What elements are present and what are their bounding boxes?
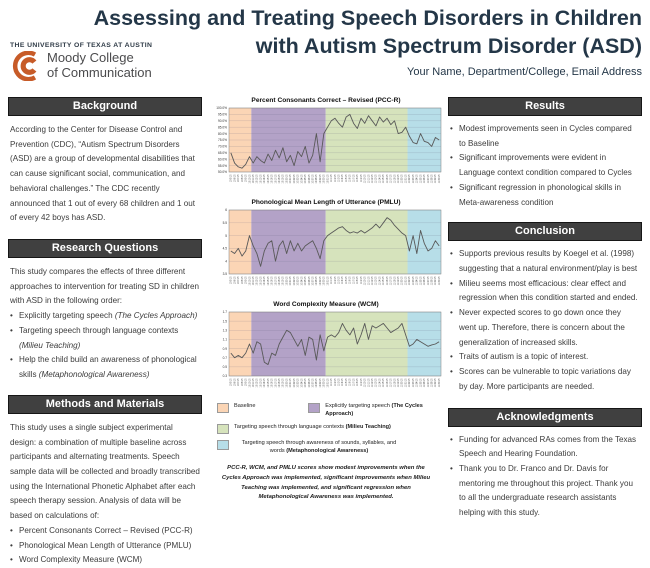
bullet-item: • Traits of autism is a topic of interest.: [450, 352, 589, 362]
pmlu-chart-title: Phonological Mean Length of Utterance (PMLU): [251, 199, 401, 206]
svg-text:11/30/15: 11/30/15: [438, 378, 441, 388]
svg-text:11/10/15: 11/10/15: [364, 174, 367, 184]
svg-text:11/19/15: 11/19/15: [398, 378, 401, 388]
pmlu-line-chart: [207, 207, 445, 297]
svg-text:10/23/15: 10/23/15: [297, 378, 300, 388]
svg-text:11/27/15: 11/27/15: [427, 276, 430, 286]
svg-text:10/8/15: 10/8/15: [241, 378, 244, 387]
svg-text:10/30/15: 10/30/15: [323, 276, 326, 286]
svg-text:85.0%: 85.0%: [217, 125, 227, 130]
svg-text:11/22/15: 11/22/15: [409, 276, 412, 286]
svg-text:10/12/15: 10/12/15: [256, 276, 259, 286]
svg-text:10/19/15: 10/19/15: [282, 276, 285, 286]
svg-text:10/8/15: 10/8/15: [241, 174, 244, 183]
svg-text:11/15/15: 11/15/15: [383, 174, 386, 184]
bullet-item: • Milieu seems most efficacious: clear effect and regression when this condition started and ended.: [450, 278, 638, 303]
svg-text:11/8/15: 11/8/15: [357, 378, 360, 386]
svg-text:10/18/15: 10/18/15: [279, 174, 282, 184]
svg-text:11/17/15: 11/17/15: [390, 378, 393, 388]
author-byline: Your Name, Department/College, Email Address: [407, 65, 642, 78]
svg-text:11/7/15: 11/7/15: [353, 378, 356, 386]
svg-text:11/2/15: 11/2/15: [334, 174, 337, 182]
svg-text:11/3/15: 11/3/15: [338, 378, 341, 386]
svg-text:10/28/15: 10/28/15: [316, 174, 319, 184]
legend-item: [217, 403, 308, 413]
svg-text:10/15/15: 10/15/15: [267, 378, 270, 388]
svg-text:10/25/15: 10/25/15: [305, 174, 308, 184]
bullet-item: • Percent Consonants Correct – Revised (PCC-R): [10, 525, 193, 535]
svg-text:0.7: 0.7: [222, 355, 227, 360]
svg-text:10/6/15: 10/6/15: [234, 276, 237, 285]
bullet-item: • Supports previous results by Koegel et al. (1998) suggesting that a natural environment/play is best: [450, 249, 638, 274]
svg-text:10/21/15: 10/21/15: [290, 276, 293, 286]
legend-swatch: [217, 440, 229, 450]
svg-text:10/27/15: 10/27/15: [312, 378, 315, 388]
legend-row: [217, 424, 445, 434]
svg-text:10/9/15: 10/9/15: [245, 174, 248, 183]
svg-text:11/14/15: 11/14/15: [379, 174, 382, 184]
svg-text:10/16/15: 10/16/15: [271, 276, 274, 286]
svg-text:11/6/15: 11/6/15: [349, 174, 352, 182]
legend-label: Targeting speech through language contexts (Milieu Teaching): [234, 424, 391, 431]
figure-legend: [207, 403, 445, 455]
section-header-acknowledgments: Acknowledgments: [448, 408, 642, 427]
svg-text:10/20/15: 10/20/15: [286, 174, 289, 184]
results-list: [448, 122, 642, 210]
svg-text:10/29/15: 10/29/15: [319, 378, 322, 388]
svg-text:11/28/15: 11/28/15: [431, 378, 434, 388]
svg-text:10/26/15: 10/26/15: [308, 378, 311, 388]
bullet-item: • Help the child build an awareness of phonological skills (Metaphonological Awareness): [10, 355, 197, 380]
svg-text:10/7/15: 10/7/15: [238, 378, 241, 387]
svg-text:10/15/15: 10/15/15: [267, 276, 270, 286]
svg-text:11/20/15: 11/20/15: [401, 276, 404, 286]
svg-text:10/16/15: 10/16/15: [271, 174, 274, 184]
svg-text:10/26/15: 10/26/15: [308, 174, 311, 184]
svg-text:11/28/15: 11/28/15: [431, 276, 434, 286]
svg-text:10/12/15: 10/12/15: [256, 174, 259, 184]
pccr-chart-block: [207, 97, 445, 195]
svg-text:10/31/15: 10/31/15: [327, 276, 330, 286]
bullet-item: • Phonological Mean Length of Utterance (PMLU): [10, 540, 192, 550]
svg-text:1.5: 1.5: [222, 319, 227, 324]
svg-text:11/5/15: 11/5/15: [345, 378, 348, 386]
svg-text:10/13/15: 10/13/15: [260, 174, 263, 184]
svg-text:10/17/15: 10/17/15: [275, 378, 278, 388]
svg-text:11/29/15: 11/29/15: [435, 276, 438, 286]
svg-text:10/29/15: 10/29/15: [319, 276, 322, 286]
svg-text:100.0%: 100.0%: [216, 106, 227, 111]
svg-text:11/26/15: 11/26/15: [424, 276, 427, 286]
svg-text:10/31/15: 10/31/15: [327, 378, 330, 388]
svg-text:10/11/15: 10/11/15: [252, 378, 255, 388]
svg-text:11/6/15: 11/6/15: [349, 276, 352, 284]
svg-text:10/24/15: 10/24/15: [301, 174, 304, 184]
svg-text:10/13/15: 10/13/15: [260, 378, 263, 388]
svg-text:10/28/15: 10/28/15: [316, 276, 319, 286]
svg-text:11/16/15: 11/16/15: [386, 276, 389, 286]
svg-text:11/16/15: 11/16/15: [386, 174, 389, 184]
methods-intro: This study uses a single subject experimental design: a combination of multiple baseline across participants and alternating treatments. Speech sample data will be collected and broadly transcribed using the International Phonetic Alphabet after each speech therapy session. Analysis of data will be based on calculations of:: [10, 422, 200, 521]
svg-text:10/20/15: 10/20/15: [286, 378, 289, 388]
svg-text:10/14/15: 10/14/15: [264, 378, 267, 388]
svg-text:10/27/15: 10/27/15: [312, 276, 315, 286]
svg-text:10/24/15: 10/24/15: [301, 378, 304, 388]
section-header-background: Background: [8, 97, 202, 116]
legend-item: [217, 440, 404, 455]
college-name: Moody College of Communication: [47, 50, 152, 80]
svg-text:11/21/15: 11/21/15: [405, 276, 408, 286]
svg-text:6: 6: [225, 208, 227, 213]
svg-text:11/28/15: 11/28/15: [431, 174, 434, 184]
svg-text:90.0%: 90.0%: [217, 119, 227, 123]
svg-text:10/29/15: 10/29/15: [319, 174, 322, 184]
svg-text:10/12/15: 10/12/15: [256, 378, 259, 388]
wcm-chart-block: [207, 301, 445, 399]
svg-text:4: 4: [225, 259, 227, 264]
svg-text:10/18/15: 10/18/15: [279, 276, 282, 286]
svg-text:10/5/15: 10/5/15: [230, 378, 233, 387]
svg-text:11/5/15: 11/5/15: [345, 174, 348, 182]
svg-text:11/12/15: 11/12/15: [371, 174, 374, 184]
svg-text:10/6/15: 10/6/15: [234, 378, 237, 387]
svg-text:11/3/15: 11/3/15: [338, 174, 341, 182]
svg-text:10/10/15: 10/10/15: [249, 378, 252, 388]
svg-text:10/8/15: 10/8/15: [241, 276, 244, 285]
svg-text:10/11/15: 10/11/15: [252, 174, 255, 184]
bullet-item: • Significant improvements were evident in Language context condition compared to Cycles: [450, 153, 632, 178]
svg-text:10/25/15: 10/25/15: [305, 378, 308, 388]
svg-text:10/5/15: 10/5/15: [230, 174, 233, 183]
pmlu-chart-block: [207, 199, 445, 297]
svg-text:10/23/15: 10/23/15: [297, 174, 300, 184]
svg-text:3.5: 3.5: [222, 272, 227, 277]
svg-text:10/21/15: 10/21/15: [290, 174, 293, 184]
svg-text:95.0%: 95.0%: [217, 112, 227, 117]
svg-text:11/18/15: 11/18/15: [394, 174, 397, 184]
svg-text:10/30/15: 10/30/15: [323, 174, 326, 184]
svg-text:11/21/15: 11/21/15: [405, 378, 408, 388]
svg-text:11/22/15: 11/22/15: [409, 174, 412, 184]
svg-text:10/30/15: 10/30/15: [323, 378, 326, 388]
svg-text:80.0%: 80.0%: [217, 131, 227, 136]
legend-label: Explicitly targeting speech (The Cycles Approach): [325, 403, 423, 417]
svg-text:10/22/15: 10/22/15: [293, 378, 296, 388]
research-questions-list: [8, 309, 202, 383]
research-questions-intro: This study compares the effects of three different approaches to intervention for treating SD in children with ASD in the following order:: [10, 267, 199, 306]
svg-text:5.5: 5.5: [222, 221, 227, 225]
svg-text:50.0%: 50.0%: [217, 170, 227, 175]
bullet-item: • Targeting speech through language contexts (Milieu Teaching): [10, 325, 179, 350]
legend-label: Baseline: [234, 403, 256, 409]
bullet-item: • Funding for advanced RAs comes from the Texas Speech and Hearing Foundation.: [450, 434, 637, 459]
legend-item: [308, 403, 445, 418]
section-header-methods: Methods and Materials: [8, 395, 202, 414]
svg-text:10/10/15: 10/10/15: [249, 174, 252, 184]
svg-text:11/4/15: 11/4/15: [342, 276, 345, 284]
svg-text:11/4/15: 11/4/15: [342, 174, 345, 182]
svg-text:11/15/15: 11/15/15: [383, 378, 386, 388]
svg-text:10/26/15: 10/26/15: [308, 276, 311, 286]
wcm-line-chart: [207, 309, 445, 399]
wcm-chart-title: Word Complexity Measure (WCM): [273, 301, 379, 308]
svg-text:10/18/15: 10/18/15: [279, 378, 282, 388]
svg-text:10/10/15: 10/10/15: [249, 276, 252, 286]
svg-text:10/9/15: 10/9/15: [245, 378, 248, 387]
svg-text:11/6/15: 11/6/15: [349, 378, 352, 386]
svg-text:11/24/15: 11/24/15: [416, 276, 419, 286]
svg-text:10/20/15: 10/20/15: [286, 276, 289, 286]
svg-text:10/19/15: 10/19/15: [282, 174, 285, 184]
legend-swatch: [308, 403, 320, 413]
svg-text:11/15/15: 11/15/15: [383, 276, 386, 286]
svg-text:11/2/15: 11/2/15: [334, 378, 337, 386]
bullet-item: • Scores can be vulnerable to topic variations day by day. More participants are needed.: [450, 367, 631, 391]
svg-text:11/1/15: 11/1/15: [331, 378, 334, 386]
left-column: [8, 97, 202, 568]
svg-text:10/21/15: 10/21/15: [290, 378, 293, 388]
section-header-conclusion: Conclusion: [448, 222, 642, 241]
svg-text:10/6/15: 10/6/15: [234, 174, 237, 183]
svg-text:11/18/15: 11/18/15: [394, 378, 397, 388]
svg-text:11/19/15: 11/19/15: [398, 276, 401, 286]
svg-text:10/25/15: 10/25/15: [305, 276, 308, 286]
svg-text:1.3: 1.3: [222, 328, 227, 333]
svg-text:11/20/15: 11/20/15: [401, 174, 404, 184]
legend-swatch: [217, 403, 229, 413]
legend-item: [217, 424, 391, 434]
svg-text:11/8/15: 11/8/15: [357, 174, 360, 182]
poster-title-line2: with Autism Spectrum Disorder (ASD): [255, 33, 642, 58]
svg-text:10/7/15: 10/7/15: [238, 276, 241, 285]
svg-text:11/23/15: 11/23/15: [412, 276, 415, 286]
svg-text:11/1/15: 11/1/15: [331, 174, 334, 182]
svg-text:10/13/15: 10/13/15: [260, 276, 263, 286]
svg-text:10/28/15: 10/28/15: [316, 378, 319, 388]
svg-text:10/24/15: 10/24/15: [301, 276, 304, 286]
svg-text:11/9/15: 11/9/15: [360, 276, 363, 284]
svg-text:55.0%: 55.0%: [217, 163, 227, 168]
svg-text:11/29/15: 11/29/15: [435, 174, 438, 184]
svg-text:1.7: 1.7: [222, 310, 227, 315]
svg-text:10/7/15: 10/7/15: [238, 174, 241, 183]
svg-text:11/12/15: 11/12/15: [371, 276, 374, 286]
svg-text:11/10/15: 11/10/15: [364, 276, 367, 286]
svg-text:10/19/15: 10/19/15: [282, 378, 285, 388]
svg-text:11/17/15: 11/17/15: [390, 276, 393, 286]
svg-text:10/11/15: 10/11/15: [252, 276, 255, 286]
bullet-item: • Explicitly targeting speech (The Cycles Approach): [10, 311, 198, 321]
svg-text:11/16/15: 11/16/15: [386, 378, 389, 388]
svg-text:11/13/15: 11/13/15: [375, 174, 378, 184]
svg-text:10/9/15: 10/9/15: [245, 276, 248, 285]
svg-text:11/11/15: 11/11/15: [368, 174, 371, 184]
legend-swatch: [217, 424, 229, 434]
section-header-research-questions: Research Questions: [8, 239, 202, 258]
svg-text:11/25/15: 11/25/15: [420, 276, 423, 286]
svg-text:0.9: 0.9: [222, 346, 227, 351]
svg-text:11/4/15: 11/4/15: [342, 378, 345, 386]
legend-row: [217, 403, 445, 418]
svg-text:11/9/15: 11/9/15: [360, 174, 363, 182]
svg-text:11/30/15: 11/30/15: [438, 276, 441, 286]
svg-text:70.0%: 70.0%: [217, 144, 227, 149]
svg-text:11/21/15: 11/21/15: [405, 174, 408, 184]
svg-text:11/13/15: 11/13/15: [375, 276, 378, 286]
svg-text:11/25/15: 11/25/15: [420, 378, 423, 388]
svg-text:0.3: 0.3: [222, 374, 227, 379]
svg-text:11/24/15: 11/24/15: [416, 378, 419, 388]
svg-text:10/17/15: 10/17/15: [275, 276, 278, 286]
svg-text:11/7/15: 11/7/15: [353, 174, 356, 182]
svg-text:11/18/15: 11/18/15: [394, 276, 397, 286]
conclusion-list: [448, 247, 642, 394]
svg-text:11/14/15: 11/14/15: [379, 276, 382, 286]
svg-text:11/13/15: 11/13/15: [375, 378, 378, 388]
svg-text:11/10/15: 11/10/15: [364, 378, 367, 388]
svg-text:11/26/15: 11/26/15: [424, 378, 427, 388]
svg-text:60.0%: 60.0%: [217, 157, 227, 162]
university-logo: [10, 42, 190, 81]
svg-text:11/20/15: 11/20/15: [401, 378, 404, 388]
svg-text:10/22/15: 10/22/15: [293, 174, 296, 184]
bullet-item: • Thank you to Dr. Franco and Dr. Davis for mentoring me throughout this project. Thank you to all the undergraduate research assistants helping with this study.: [450, 463, 633, 518]
legend-label: Targeting speech through awareness of sounds, syllables, and words (Metaphonological Awareness): [241, 440, 397, 454]
svg-text:10/15/15: 10/15/15: [267, 174, 270, 184]
poster-title-line1: Assessing and Treating Speech Disorders in Children: [93, 6, 642, 30]
svg-text:11/30/15: 11/30/15: [438, 174, 441, 184]
svg-text:11/12/15: 11/12/15: [371, 378, 374, 388]
svg-text:65.0%: 65.0%: [217, 151, 227, 155]
svg-text:11/3/15: 11/3/15: [338, 276, 341, 284]
svg-text:11/11/15: 11/11/15: [368, 378, 371, 388]
svg-text:10/5/15: 10/5/15: [230, 276, 233, 285]
svg-text:10/14/15: 10/14/15: [264, 276, 267, 286]
svg-text:11/25/15: 11/25/15: [420, 174, 423, 184]
svg-text:10/17/15: 10/17/15: [275, 174, 278, 184]
background-text: According to the Center for Disease Control and Prevention (CDC), “Autism Spectrum Disorders (ASD) are a group of developmental disabilities that can cause significant social, communication, and behavioral challenges.” The CDC recently announced that 1 out of every 68 children and 1 out of every 42 boys has ASD.: [10, 125, 195, 223]
svg-text:11/11/15: 11/11/15: [368, 276, 371, 286]
svg-text:11/7/15: 11/7/15: [353, 276, 356, 284]
figure-caption: PCC-R, WCM, and PMLU scores show modest improvements when the Cycles Approach was implemented, significant improvements when Milieu Teaching was implemented, and significant regression when Metaphonological Awareness was implemented.: [221, 465, 431, 501]
svg-text:10/16/15: 10/16/15: [271, 378, 274, 388]
svg-text:75.0%: 75.0%: [217, 138, 227, 143]
svg-text:11/5/15: 11/5/15: [345, 276, 348, 284]
section-header-results: Results: [448, 97, 642, 116]
methods-list: [8, 524, 202, 568]
pccr-chart-title: Percent Consonants Correct – Revised (PCC-R): [251, 97, 401, 104]
svg-text:10/14/15: 10/14/15: [264, 174, 267, 184]
svg-text:11/19/15: 11/19/15: [398, 174, 401, 184]
svg-text:1.1: 1.1: [222, 337, 227, 342]
svg-text:5: 5: [225, 233, 227, 238]
svg-text:10/31/15: 10/31/15: [327, 174, 330, 184]
svg-text:11/26/15: 11/26/15: [424, 174, 427, 184]
bullet-item: • Never expected scores to go down once they went up. Therefore, there is concern about the generalization of increased skills.: [450, 308, 625, 347]
svg-text:11/8/15: 11/8/15: [357, 276, 360, 284]
svg-text:10/27/15: 10/27/15: [312, 174, 315, 184]
svg-text:11/1/15: 11/1/15: [331, 276, 334, 284]
svg-text:11/27/15: 11/27/15: [427, 378, 430, 388]
figure-column: [207, 97, 445, 503]
svg-text:11/2/15: 11/2/15: [334, 276, 337, 284]
svg-text:4.5: 4.5: [222, 246, 227, 251]
svg-text:11/24/15: 11/24/15: [416, 174, 419, 184]
university-name: THE UNIVERSITY OF TEXAS AT AUSTIN: [10, 42, 153, 49]
bullet-item: • Significant regression in phonological skills in Meta-awareness condition: [450, 182, 621, 207]
svg-text:11/23/15: 11/23/15: [412, 378, 415, 388]
right-column: [448, 97, 642, 521]
svg-text:11/23/15: 11/23/15: [412, 174, 415, 184]
svg-text:11/17/15: 11/17/15: [390, 174, 393, 184]
svg-text:11/9/15: 11/9/15: [360, 378, 363, 386]
bullet-item: • Modest improvements seen in Cycles compared to Baseline: [450, 124, 632, 148]
svg-text:11/22/15: 11/22/15: [409, 378, 412, 388]
pccr-line-chart: [207, 105, 445, 195]
svg-text:10/23/15: 10/23/15: [297, 276, 300, 286]
moody-college-logo-icon: [10, 51, 42, 81]
svg-text:11/27/15: 11/27/15: [427, 174, 430, 184]
svg-text:0.5: 0.5: [222, 365, 227, 370]
svg-text:11/29/15: 11/29/15: [435, 378, 438, 388]
svg-text:11/14/15: 11/14/15: [379, 378, 382, 388]
svg-text:10/22/15: 10/22/15: [293, 276, 296, 286]
legend-row: [217, 440, 445, 455]
bullet-item: • Word Complexity Measure (WCM): [10, 555, 143, 565]
acknowledgments-list: [448, 433, 642, 521]
